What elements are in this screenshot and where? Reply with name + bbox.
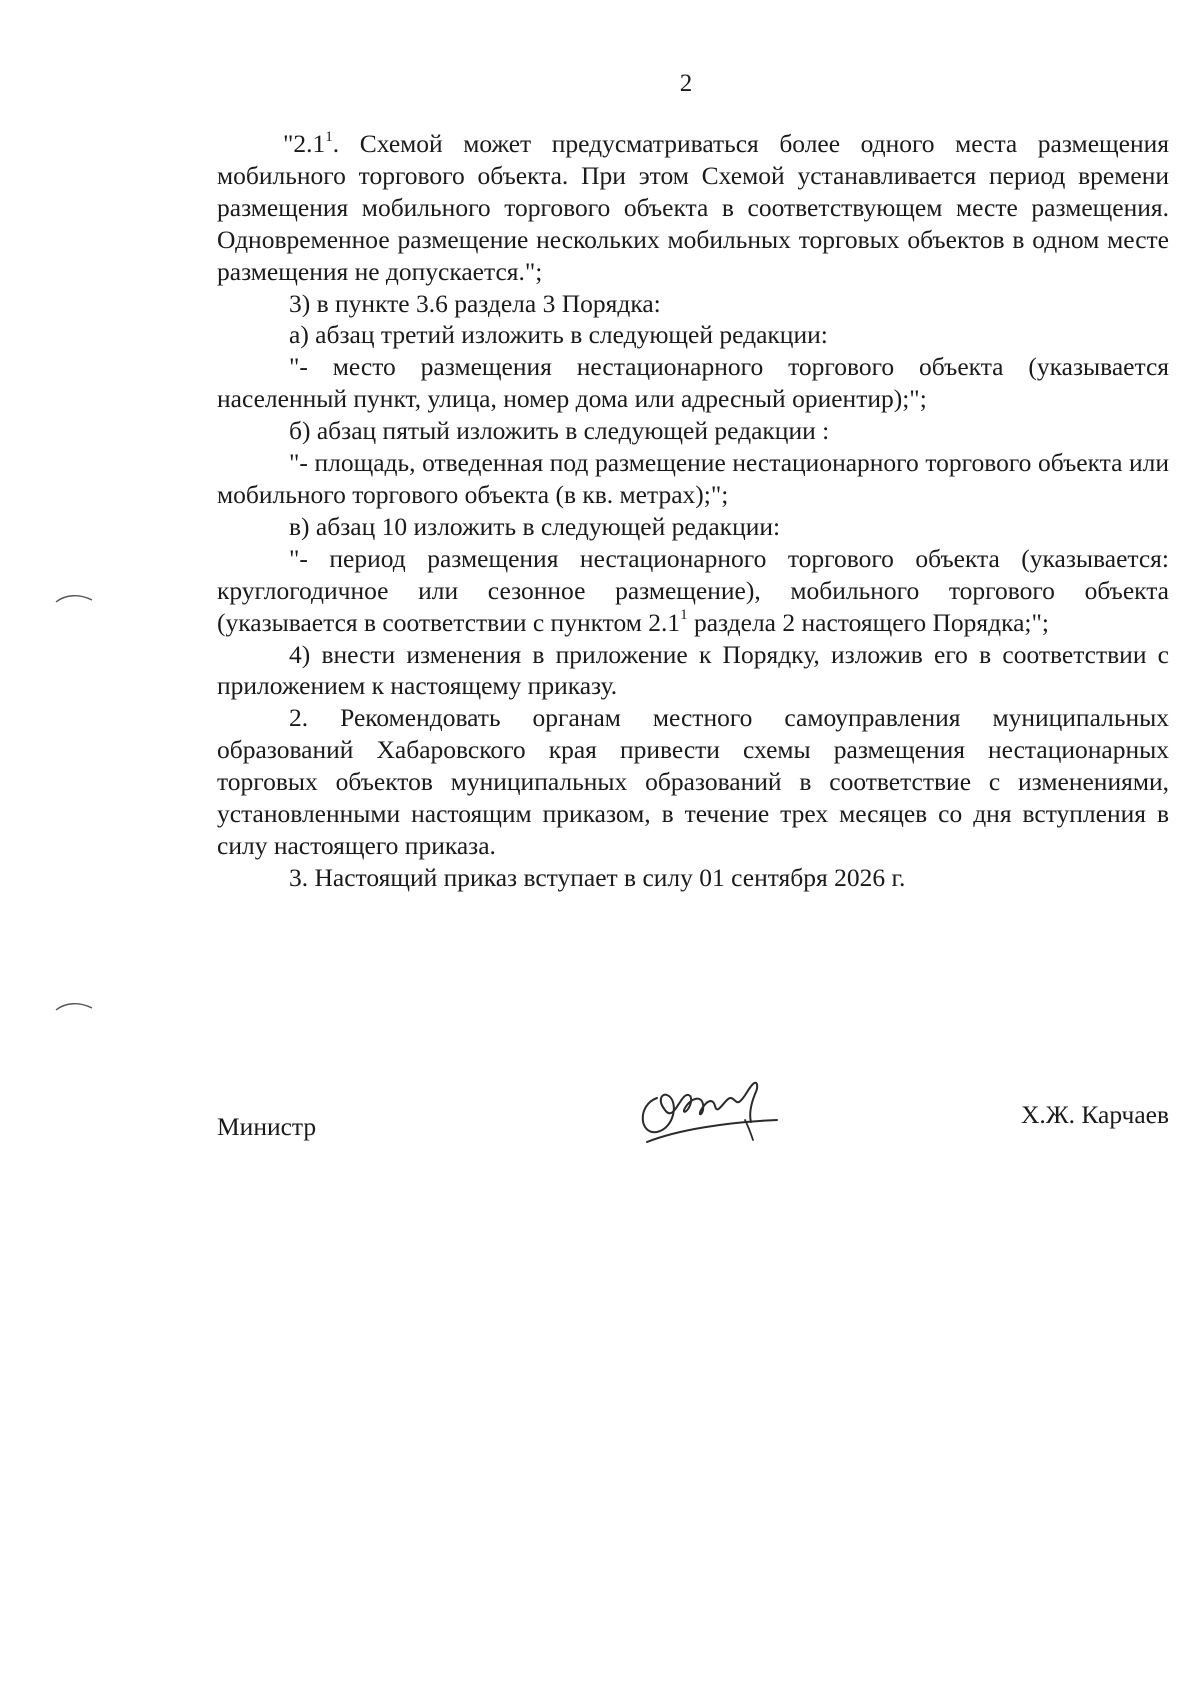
margin-mark [54, 1000, 94, 1012]
paragraph-item-2: 2. Рекомендовать органам местного самоуправления муниципальных образований Хабаровского края привести схемы размещения нестационарных торговых объектов муниципальных образований в соответствие с изменениями, установленными настоящим приказом, в течение трех месяцев со дня вступления в силу настоящего приказа. [217, 703, 1169, 860]
signer-position: Министр [217, 1112, 317, 1141]
margin-mark [54, 592, 94, 604]
paragraph-2-1-1 [217, 128, 1169, 288]
paragraph-item-3b: б) абзац пятый изложить в следующей редакции : [289, 416, 830, 446]
paragraph-quote-period [217, 543, 1169, 639]
signer-name: Х.Ж. Карчаев [1021, 1100, 1169, 1129]
paragraph-text: раздела 2 настоящего Порядка;"; [687, 607, 1050, 637]
handwritten-signature [617, 1060, 817, 1160]
signature-block [217, 1060, 1169, 1160]
paragraph-text: "- период размещения нестационарного торгового объекта (указывается: круглогодичное или сезонное размещение), мобильного торгового объекта (указывается в соответствии с пунктом 2.1 [217, 543, 1169, 637]
paragraph-text: "2.1 [283, 129, 326, 158]
paragraph-item-3: 3) в пункте 3.6 раздела 3 Порядка: [289, 288, 661, 318]
page-number: 2 [679, 70, 693, 97]
paragraph-item-3c: в) абзац 10 изложить в следующей редакции: [289, 511, 781, 541]
paragraph-item-3-effective: 3. Настоящий приказ вступает в силу 01 сентября 2026 г. [289, 862, 906, 892]
paragraph-quote-location: "- место размещения нестационарного торгового объекта (указывается населенный пункт, улица, номер дома или адресный ориентир);"; [217, 352, 1169, 414]
paragraph-item-4: 4) внести изменения в приложение к Порядку, изложив его в соответствии с приложением к настоящему приказу. [217, 639, 1169, 701]
document-body [217, 128, 1169, 894]
superscript: 1 [680, 607, 688, 624]
paragraph-quote-area: "- площадь, отведенная под размещение нестационарного торгового объекта или мобильного торгового объекта (в кв. метрах);"; [217, 448, 1169, 509]
paragraph-item-3a: а) абзац третий изложить в следующей редакции: [289, 320, 828, 350]
paragraph-text: . Схемой может предусматриваться более одного места размещения мобильного торгового объекта. При этом Схемой устанавливается период времени размещения мобильного торгового объекта в соответствующем месте размещения. Одновременное размещение нескольких мобильных торговых объектов в одном месте размещения не допускается."; [217, 129, 1169, 286]
superscript: 1 [325, 128, 333, 145]
